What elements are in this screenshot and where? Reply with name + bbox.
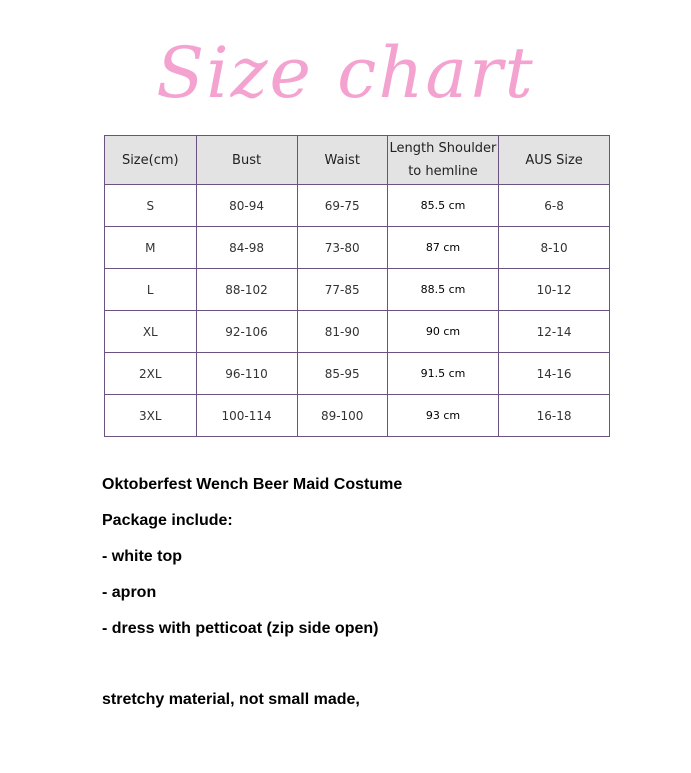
cell-waist: 89-100 [297, 395, 387, 437]
cell-bust: 96-110 [196, 353, 297, 395]
header-length: Length Shoulder to hemline [387, 136, 498, 185]
cell-waist: 77-85 [297, 269, 387, 311]
cell-size: S [105, 185, 197, 227]
header-waist: Waist [297, 136, 387, 185]
cell-length: 93 cm [387, 395, 498, 437]
package-item: - dress with petticoat (zip side open) [102, 620, 379, 637]
package-item: - white top [102, 548, 182, 565]
table-header-row [105, 136, 610, 185]
cell-bust: 88-102 [196, 269, 297, 311]
cell-waist: 81-90 [297, 311, 387, 353]
table-row [105, 227, 610, 269]
product-name: Oktoberfest Wench Beer Maid Costume [102, 476, 403, 493]
cell-length: 91.5 cm [387, 353, 498, 395]
header-aus-size: AUS Size [499, 136, 610, 185]
cell-bust: 80-94 [196, 185, 297, 227]
size-chart-title: Size chart [156, 32, 535, 114]
cell-size: XL [105, 311, 197, 353]
cell-bust: 92-106 [196, 311, 297, 353]
cell-size: 3XL [105, 395, 197, 437]
table-row [105, 185, 610, 227]
cell-aus-size: 12-14 [499, 311, 610, 353]
table-row [105, 395, 610, 437]
cell-aus-size: 14-16 [499, 353, 610, 395]
cell-waist: 73-80 [297, 227, 387, 269]
cell-aus-size: 8-10 [499, 227, 610, 269]
cell-aus-size: 6-8 [499, 185, 610, 227]
table-row [105, 353, 610, 395]
cell-size: L [105, 269, 197, 311]
cell-aus-size: 10-12 [499, 269, 610, 311]
cell-waist: 69-75 [297, 185, 387, 227]
size-table [104, 135, 610, 437]
cell-size: 2XL [105, 353, 197, 395]
material-note: stretchy material, not small made, [102, 691, 360, 708]
table-row [105, 269, 610, 311]
package-heading: Package include: [102, 512, 233, 529]
cell-length: 87 cm [387, 227, 498, 269]
cell-waist: 85-95 [297, 353, 387, 395]
cell-length: 90 cm [387, 311, 498, 353]
cell-size: M [105, 227, 197, 269]
cell-aus-size: 16-18 [499, 395, 610, 437]
cell-length: 85.5 cm [387, 185, 498, 227]
header-size: Size(cm) [105, 136, 197, 185]
cell-length: 88.5 cm [387, 269, 498, 311]
cell-bust: 100-114 [196, 395, 297, 437]
table-row [105, 311, 610, 353]
package-item: - apron [102, 584, 157, 601]
cell-bust: 84-98 [196, 227, 297, 269]
header-bust: Bust [196, 136, 297, 185]
